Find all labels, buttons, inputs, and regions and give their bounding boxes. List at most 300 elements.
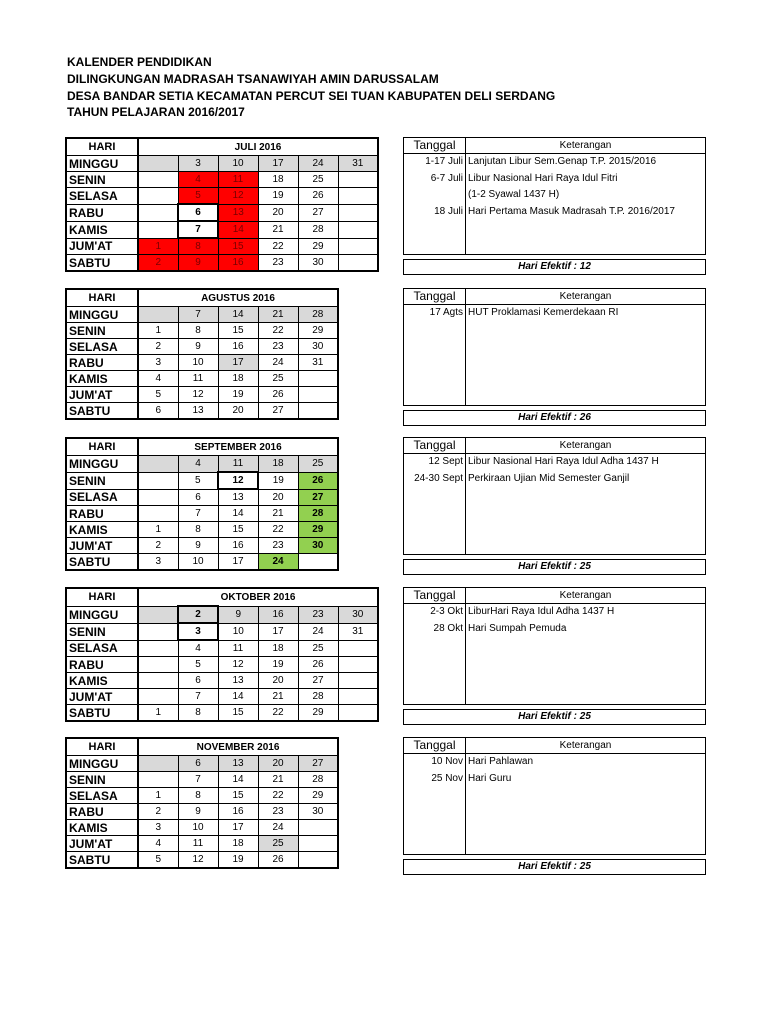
- calendar-row-sabtu: [66, 852, 338, 869]
- date-cell: 16: [218, 804, 258, 820]
- date-cell: 15: [218, 788, 258, 804]
- day-name-kamis: KAMIS: [66, 371, 138, 387]
- date-cell: 17: [258, 623, 298, 640]
- tanggal-header: Tanggal: [404, 738, 466, 753]
- date-cell: 28: [298, 689, 338, 705]
- date-cell: 2: [138, 804, 178, 820]
- date-cell: 2: [138, 255, 178, 272]
- keterangan-header: [403, 737, 706, 754]
- date-cell: 16: [218, 538, 258, 554]
- date-cell: [298, 403, 338, 420]
- date-cell: 14: [218, 506, 258, 522]
- date-cell: [138, 606, 178, 623]
- date-cell: 6: [178, 489, 218, 506]
- date-cell: 29: [298, 705, 338, 722]
- keterangan-box-oktober: [403, 587, 706, 725]
- day-name-jumat: JUM'AT: [66, 538, 138, 554]
- date-cell: 11: [178, 371, 218, 387]
- calendar-row-selasa: [66, 489, 338, 506]
- date-cell: [138, 673, 178, 689]
- calendar-row-minggu: [66, 156, 378, 172]
- date-cell: 2: [138, 339, 178, 355]
- keterangan-column: [466, 305, 705, 405]
- date-cell: 8: [178, 238, 218, 255]
- hari-header: HARI: [66, 738, 138, 756]
- keterangan-header: [403, 137, 706, 154]
- date-cell: 20: [258, 756, 298, 772]
- date-cell: 28: [298, 307, 338, 323]
- date-cell: 9: [178, 804, 218, 820]
- date-cell: 23: [258, 255, 298, 272]
- calendar-row-jumat: [66, 836, 338, 852]
- date-cell: 8: [178, 705, 218, 722]
- date-cell: 30: [338, 606, 378, 623]
- day-name-jumat: JUM'AT: [66, 836, 138, 852]
- event-description: Libur Nasional Hari Raya Idul Fitri: [468, 172, 618, 184]
- date-cell: [338, 238, 378, 255]
- date-cell: 24: [298, 156, 338, 172]
- date-cell: [138, 657, 178, 673]
- date-cell: 20: [258, 489, 298, 506]
- event-description: Perkiraan Ujian Mid Semester Ganjil: [468, 472, 630, 484]
- date-cell: 6: [178, 673, 218, 689]
- day-name-kamis: KAMIS: [66, 820, 138, 836]
- date-cell: 15: [218, 238, 258, 255]
- calendar-row-jumat: [66, 387, 338, 403]
- date-cell: 31: [298, 355, 338, 371]
- date-cell: 30: [298, 538, 338, 554]
- month-title: SEPTEMBER 2016: [138, 438, 338, 456]
- date-cell: 26: [298, 188, 338, 205]
- date-cell: 26: [298, 472, 338, 489]
- date-cell: 1: [138, 238, 178, 255]
- day-name-senin: SENIN: [66, 323, 138, 339]
- date-cell: 10: [218, 623, 258, 640]
- calendar-table-september: [65, 437, 339, 571]
- date-cell: 25: [258, 371, 298, 387]
- day-name-jumat: JUM'AT: [66, 387, 138, 403]
- event-date: [404, 187, 465, 204]
- calendar-row-rabu: [66, 506, 338, 522]
- date-cell: [338, 705, 378, 722]
- tanggal-column: [404, 604, 466, 704]
- date-cell: 25: [298, 456, 338, 473]
- day-name-selasa: SELASA: [66, 640, 138, 657]
- calendar-row-senin: [66, 772, 338, 788]
- date-cell: [138, 156, 178, 172]
- date-cell: 17: [218, 554, 258, 571]
- date-cell: [338, 204, 378, 221]
- date-cell: 20: [258, 204, 298, 221]
- date-cell: 2: [138, 538, 178, 554]
- date-cell: 8: [178, 323, 218, 339]
- day-name-sabtu: SABTU: [66, 554, 138, 571]
- calendar-header-row: [66, 438, 338, 456]
- date-cell: 24: [258, 554, 298, 571]
- date-cell: 16: [258, 606, 298, 623]
- keterangan-column: [466, 154, 705, 254]
- keterangan-body: [403, 154, 706, 255]
- date-cell: 3: [138, 820, 178, 836]
- calendar-table-agustus: [65, 288, 339, 420]
- date-cell: 12: [218, 472, 258, 489]
- calendar-row-minggu: [66, 756, 338, 772]
- calendar-row-kamis: [66, 820, 338, 836]
- calendar-row-jumat: [66, 689, 378, 705]
- date-cell: 15: [218, 323, 258, 339]
- calendar-row-rabu: [66, 355, 338, 371]
- date-cell: 18: [258, 640, 298, 657]
- date-cell: 26: [258, 387, 298, 403]
- date-cell: 20: [218, 403, 258, 420]
- date-cell: 8: [178, 522, 218, 538]
- date-cell: [298, 371, 338, 387]
- header-academic-year: TAHUN PELAJARAN 2016/2017: [67, 105, 245, 120]
- date-cell: [338, 255, 378, 272]
- event-description: HUT Proklamasi Kemerdekaan RI: [468, 307, 619, 318]
- date-cell: 10: [178, 820, 218, 836]
- document-header: [67, 54, 555, 121]
- tanggal-header: Tanggal: [404, 138, 466, 153]
- keterangan-column: [466, 604, 705, 704]
- date-cell: [138, 221, 178, 238]
- day-name-sabtu: SABTU: [66, 705, 138, 722]
- day-name-sabtu: SABTU: [66, 403, 138, 420]
- event-date: 10 Nov: [431, 756, 463, 767]
- date-cell: [138, 772, 178, 788]
- date-cell: [138, 689, 178, 705]
- date-cell: [138, 456, 178, 473]
- date-cell: 31: [338, 623, 378, 640]
- keterangan-header-label: Keterangan: [559, 140, 612, 151]
- day-name-selasa: SELASA: [66, 489, 138, 506]
- date-cell: 1: [138, 788, 178, 804]
- date-cell: 24: [258, 820, 298, 836]
- date-cell: 10: [178, 554, 218, 571]
- calendar-row-selasa: [66, 788, 338, 804]
- date-cell: 22: [258, 522, 298, 538]
- date-cell: 21: [258, 772, 298, 788]
- date-cell: 29: [298, 522, 338, 538]
- event-date: 24-30 Sept: [414, 472, 463, 484]
- day-name-sabtu: SABTU: [66, 255, 138, 272]
- calendar-row-selasa: [66, 640, 378, 657]
- calendar-row-senin: [66, 623, 378, 640]
- keterangan-header: [403, 437, 706, 454]
- date-cell: 4: [138, 836, 178, 852]
- date-cell: 22: [258, 323, 298, 339]
- event-date: 2-3 Okt: [430, 606, 463, 617]
- event-description: Hari Sumpah Pemuda: [468, 622, 567, 634]
- date-cell: [338, 188, 378, 205]
- event-date: 28 Okt: [433, 622, 463, 634]
- calendar-header-row: [66, 588, 378, 606]
- day-name-senin: SENIN: [66, 623, 138, 640]
- date-cell: 14: [218, 772, 258, 788]
- date-cell: 16: [218, 339, 258, 355]
- month-title: NOVEMBER 2016: [138, 738, 338, 756]
- event-description: LiburHari Raya Idul Adha 1437 H: [468, 606, 615, 617]
- keterangan-body: [403, 604, 706, 705]
- date-cell: 3: [178, 156, 218, 172]
- date-cell: 23: [298, 606, 338, 623]
- tanggal-column: [404, 754, 466, 854]
- date-cell: 29: [298, 323, 338, 339]
- calendar-row-minggu: [66, 606, 378, 623]
- calendar-row-jumat: [66, 538, 338, 554]
- calendar-row-rabu: [66, 804, 338, 820]
- month-title: AGUSTUS 2016: [138, 289, 338, 307]
- date-cell: 14: [218, 689, 258, 705]
- date-cell: 29: [298, 238, 338, 255]
- tanggal-column: [404, 454, 466, 554]
- day-name-kamis: KAMIS: [66, 221, 138, 238]
- calendar-header-row: [66, 289, 338, 307]
- calendar-row-kamis: [66, 371, 338, 387]
- date-cell: [138, 756, 178, 772]
- day-name-minggu: MINGGU: [66, 456, 138, 473]
- date-cell: 9: [178, 538, 218, 554]
- event-date: 25 Nov: [431, 772, 463, 784]
- day-name-kamis: KAMIS: [66, 673, 138, 689]
- date-cell: 7: [178, 772, 218, 788]
- calendar-header-row: [66, 138, 378, 156]
- keterangan-header-label: Keterangan: [559, 291, 612, 302]
- day-name-selasa: SELASA: [66, 188, 138, 205]
- date-cell: 4: [178, 640, 218, 657]
- calendar-row-kamis: [66, 221, 378, 238]
- date-cell: 31: [338, 156, 378, 172]
- date-cell: 1: [138, 522, 178, 538]
- date-cell: 17: [218, 355, 258, 371]
- date-cell: [138, 623, 178, 640]
- keterangan-header: [403, 587, 706, 604]
- date-cell: 5: [178, 472, 218, 489]
- day-name-senin: SENIN: [66, 772, 138, 788]
- date-cell: 27: [298, 489, 338, 506]
- date-cell: 22: [258, 238, 298, 255]
- date-cell: 19: [218, 387, 258, 403]
- tanggal-header: Tanggal: [404, 438, 466, 453]
- keterangan-column: [466, 454, 705, 554]
- event-description: Hari Pertama Masuk Madrasah T.P. 2016/2017: [468, 205, 675, 217]
- date-cell: 30: [298, 339, 338, 355]
- day-name-kamis: KAMIS: [66, 522, 138, 538]
- date-cell: 2: [178, 606, 218, 623]
- date-cell: 18: [218, 371, 258, 387]
- keterangan-body: [403, 754, 706, 855]
- date-cell: 23: [258, 804, 298, 820]
- calendar-row-sabtu: [66, 554, 338, 571]
- day-name-rabu: RABU: [66, 506, 138, 522]
- date-cell: 3: [138, 355, 178, 371]
- calendar-row-senin: [66, 472, 338, 489]
- keterangan-header-label: Keterangan: [559, 590, 612, 601]
- date-cell: 29: [298, 788, 338, 804]
- event-description: Hari Guru: [468, 772, 512, 784]
- date-cell: 12: [178, 852, 218, 869]
- date-cell: 7: [178, 689, 218, 705]
- day-name-jumat: JUM'AT: [66, 689, 138, 705]
- date-cell: 12: [218, 657, 258, 673]
- date-cell: 11: [178, 836, 218, 852]
- hari-header: HARI: [66, 438, 138, 456]
- hari-efektif: Hari Efektif : 25: [403, 709, 706, 725]
- date-cell: 15: [218, 522, 258, 538]
- event-description: Hari Pahlawan: [468, 756, 534, 767]
- date-cell: 11: [218, 172, 258, 188]
- date-cell: 18: [258, 456, 298, 473]
- date-cell: 19: [258, 188, 298, 205]
- date-cell: [338, 221, 378, 238]
- date-cell: 5: [178, 657, 218, 673]
- date-cell: 28: [298, 506, 338, 522]
- keterangan-box-juli: [403, 137, 706, 275]
- hari-header: HARI: [66, 138, 138, 156]
- date-cell: 12: [178, 387, 218, 403]
- hari-header: HARI: [66, 588, 138, 606]
- date-cell: 25: [298, 172, 338, 188]
- date-cell: 19: [258, 472, 298, 489]
- date-cell: 9: [218, 606, 258, 623]
- calendar-row-selasa: [66, 339, 338, 355]
- date-cell: [298, 387, 338, 403]
- date-cell: 27: [258, 403, 298, 420]
- keterangan-column: [466, 754, 705, 854]
- header-location: DESA BANDAR SETIA KECAMATAN PERCUT SEI TUAN KABUPATEN DELI SERDANG: [67, 88, 556, 103]
- date-cell: [138, 472, 178, 489]
- day-name-selasa: SELASA: [66, 339, 138, 355]
- calendar-row-sabtu: [66, 403, 338, 420]
- event-date: 18 Juli: [434, 205, 463, 217]
- date-cell: 3: [178, 623, 218, 640]
- keterangan-box-agustus: [403, 288, 706, 426]
- keterangan-body: [403, 305, 706, 406]
- keterangan-body: [403, 454, 706, 555]
- event-description: Lanjutan Libur Sem.Genap T.P. 2015/2016: [468, 156, 657, 167]
- date-cell: 9: [178, 255, 218, 272]
- date-cell: 13: [218, 489, 258, 506]
- date-cell: 14: [218, 221, 258, 238]
- day-name-jumat: JUM'AT: [66, 238, 138, 255]
- keterangan-header-label: Keterangan: [559, 740, 612, 751]
- date-cell: 5: [138, 852, 178, 869]
- day-name-senin: SENIN: [66, 172, 138, 188]
- date-cell: [298, 554, 338, 571]
- date-cell: 28: [298, 772, 338, 788]
- month-title: JULI 2016: [138, 138, 378, 156]
- day-name-minggu: MINGGU: [66, 156, 138, 172]
- date-cell: 30: [298, 804, 338, 820]
- calendar-row-kamis: [66, 673, 378, 689]
- date-cell: [298, 852, 338, 869]
- date-cell: 14: [218, 307, 258, 323]
- date-cell: 6: [178, 756, 218, 772]
- event-date: 17 Agts: [429, 307, 463, 318]
- calendar-row-sabtu: [66, 705, 378, 722]
- event-date: 12 Sept: [428, 456, 463, 467]
- keterangan-box-september: [403, 437, 706, 575]
- calendar-table-november: [65, 737, 339, 869]
- date-cell: 19: [218, 852, 258, 869]
- date-cell: 22: [258, 705, 298, 722]
- keterangan-header-label: Keterangan: [559, 440, 612, 451]
- date-cell: [338, 657, 378, 673]
- event-description: (1-2 Syawal 1437 H): [468, 189, 560, 201]
- date-cell: 27: [298, 204, 338, 221]
- date-cell: 27: [298, 673, 338, 689]
- date-cell: 11: [218, 640, 258, 657]
- calendar-row-minggu: [66, 456, 338, 473]
- date-cell: [298, 820, 338, 836]
- date-cell: 9: [178, 339, 218, 355]
- calendar-row-jumat: [66, 238, 378, 255]
- hari-efektif: Hari Efektif : 25: [403, 859, 706, 875]
- date-cell: 24: [298, 623, 338, 640]
- calendar-row-selasa: [66, 188, 378, 205]
- hari-efektif: Hari Efektif : 25: [403, 559, 706, 575]
- calendar-table-oktober: [65, 587, 379, 722]
- date-cell: 21: [258, 506, 298, 522]
- date-cell: 5: [178, 188, 218, 205]
- event-date: 1-17 Juli: [425, 156, 463, 167]
- date-cell: 7: [178, 506, 218, 522]
- date-cell: 21: [258, 221, 298, 238]
- date-cell: 6: [138, 403, 178, 420]
- date-cell: 30: [298, 255, 338, 272]
- date-cell: 20: [258, 673, 298, 689]
- date-cell: 23: [258, 339, 298, 355]
- calendar-row-senin: [66, 323, 338, 339]
- date-cell: 17: [258, 156, 298, 172]
- date-cell: 15: [218, 705, 258, 722]
- calendar-row-sabtu: [66, 255, 378, 272]
- date-cell: 21: [258, 307, 298, 323]
- date-cell: 18: [258, 172, 298, 188]
- date-cell: 23: [258, 538, 298, 554]
- date-cell: 26: [258, 852, 298, 869]
- date-cell: [138, 506, 178, 522]
- date-cell: [138, 188, 178, 205]
- day-name-minggu: MINGGU: [66, 606, 138, 623]
- hari-header: HARI: [66, 289, 138, 307]
- calendar-row-kamis: [66, 522, 338, 538]
- date-cell: 11: [218, 456, 258, 473]
- date-cell: 3: [138, 554, 178, 571]
- date-cell: 4: [178, 456, 218, 473]
- date-cell: 25: [298, 640, 338, 657]
- tanggal-header: Tanggal: [404, 588, 466, 603]
- date-cell: 7: [178, 221, 218, 238]
- date-cell: 22: [258, 788, 298, 804]
- date-cell: 25: [258, 836, 298, 852]
- month-title: OKTOBER 2016: [138, 588, 378, 606]
- date-cell: 7: [178, 307, 218, 323]
- date-cell: 28: [298, 221, 338, 238]
- date-cell: [138, 204, 178, 221]
- hari-efektif: Hari Efektif : 26: [403, 410, 706, 426]
- day-name-minggu: MINGGU: [66, 756, 138, 772]
- date-cell: [138, 489, 178, 506]
- calendar-row-minggu: [66, 307, 338, 323]
- date-cell: 4: [178, 172, 218, 188]
- day-name-rabu: RABU: [66, 804, 138, 820]
- date-cell: [338, 640, 378, 657]
- date-cell: 16: [218, 255, 258, 272]
- day-name-rabu: RABU: [66, 204, 138, 221]
- date-cell: [138, 640, 178, 657]
- date-cell: 13: [218, 204, 258, 221]
